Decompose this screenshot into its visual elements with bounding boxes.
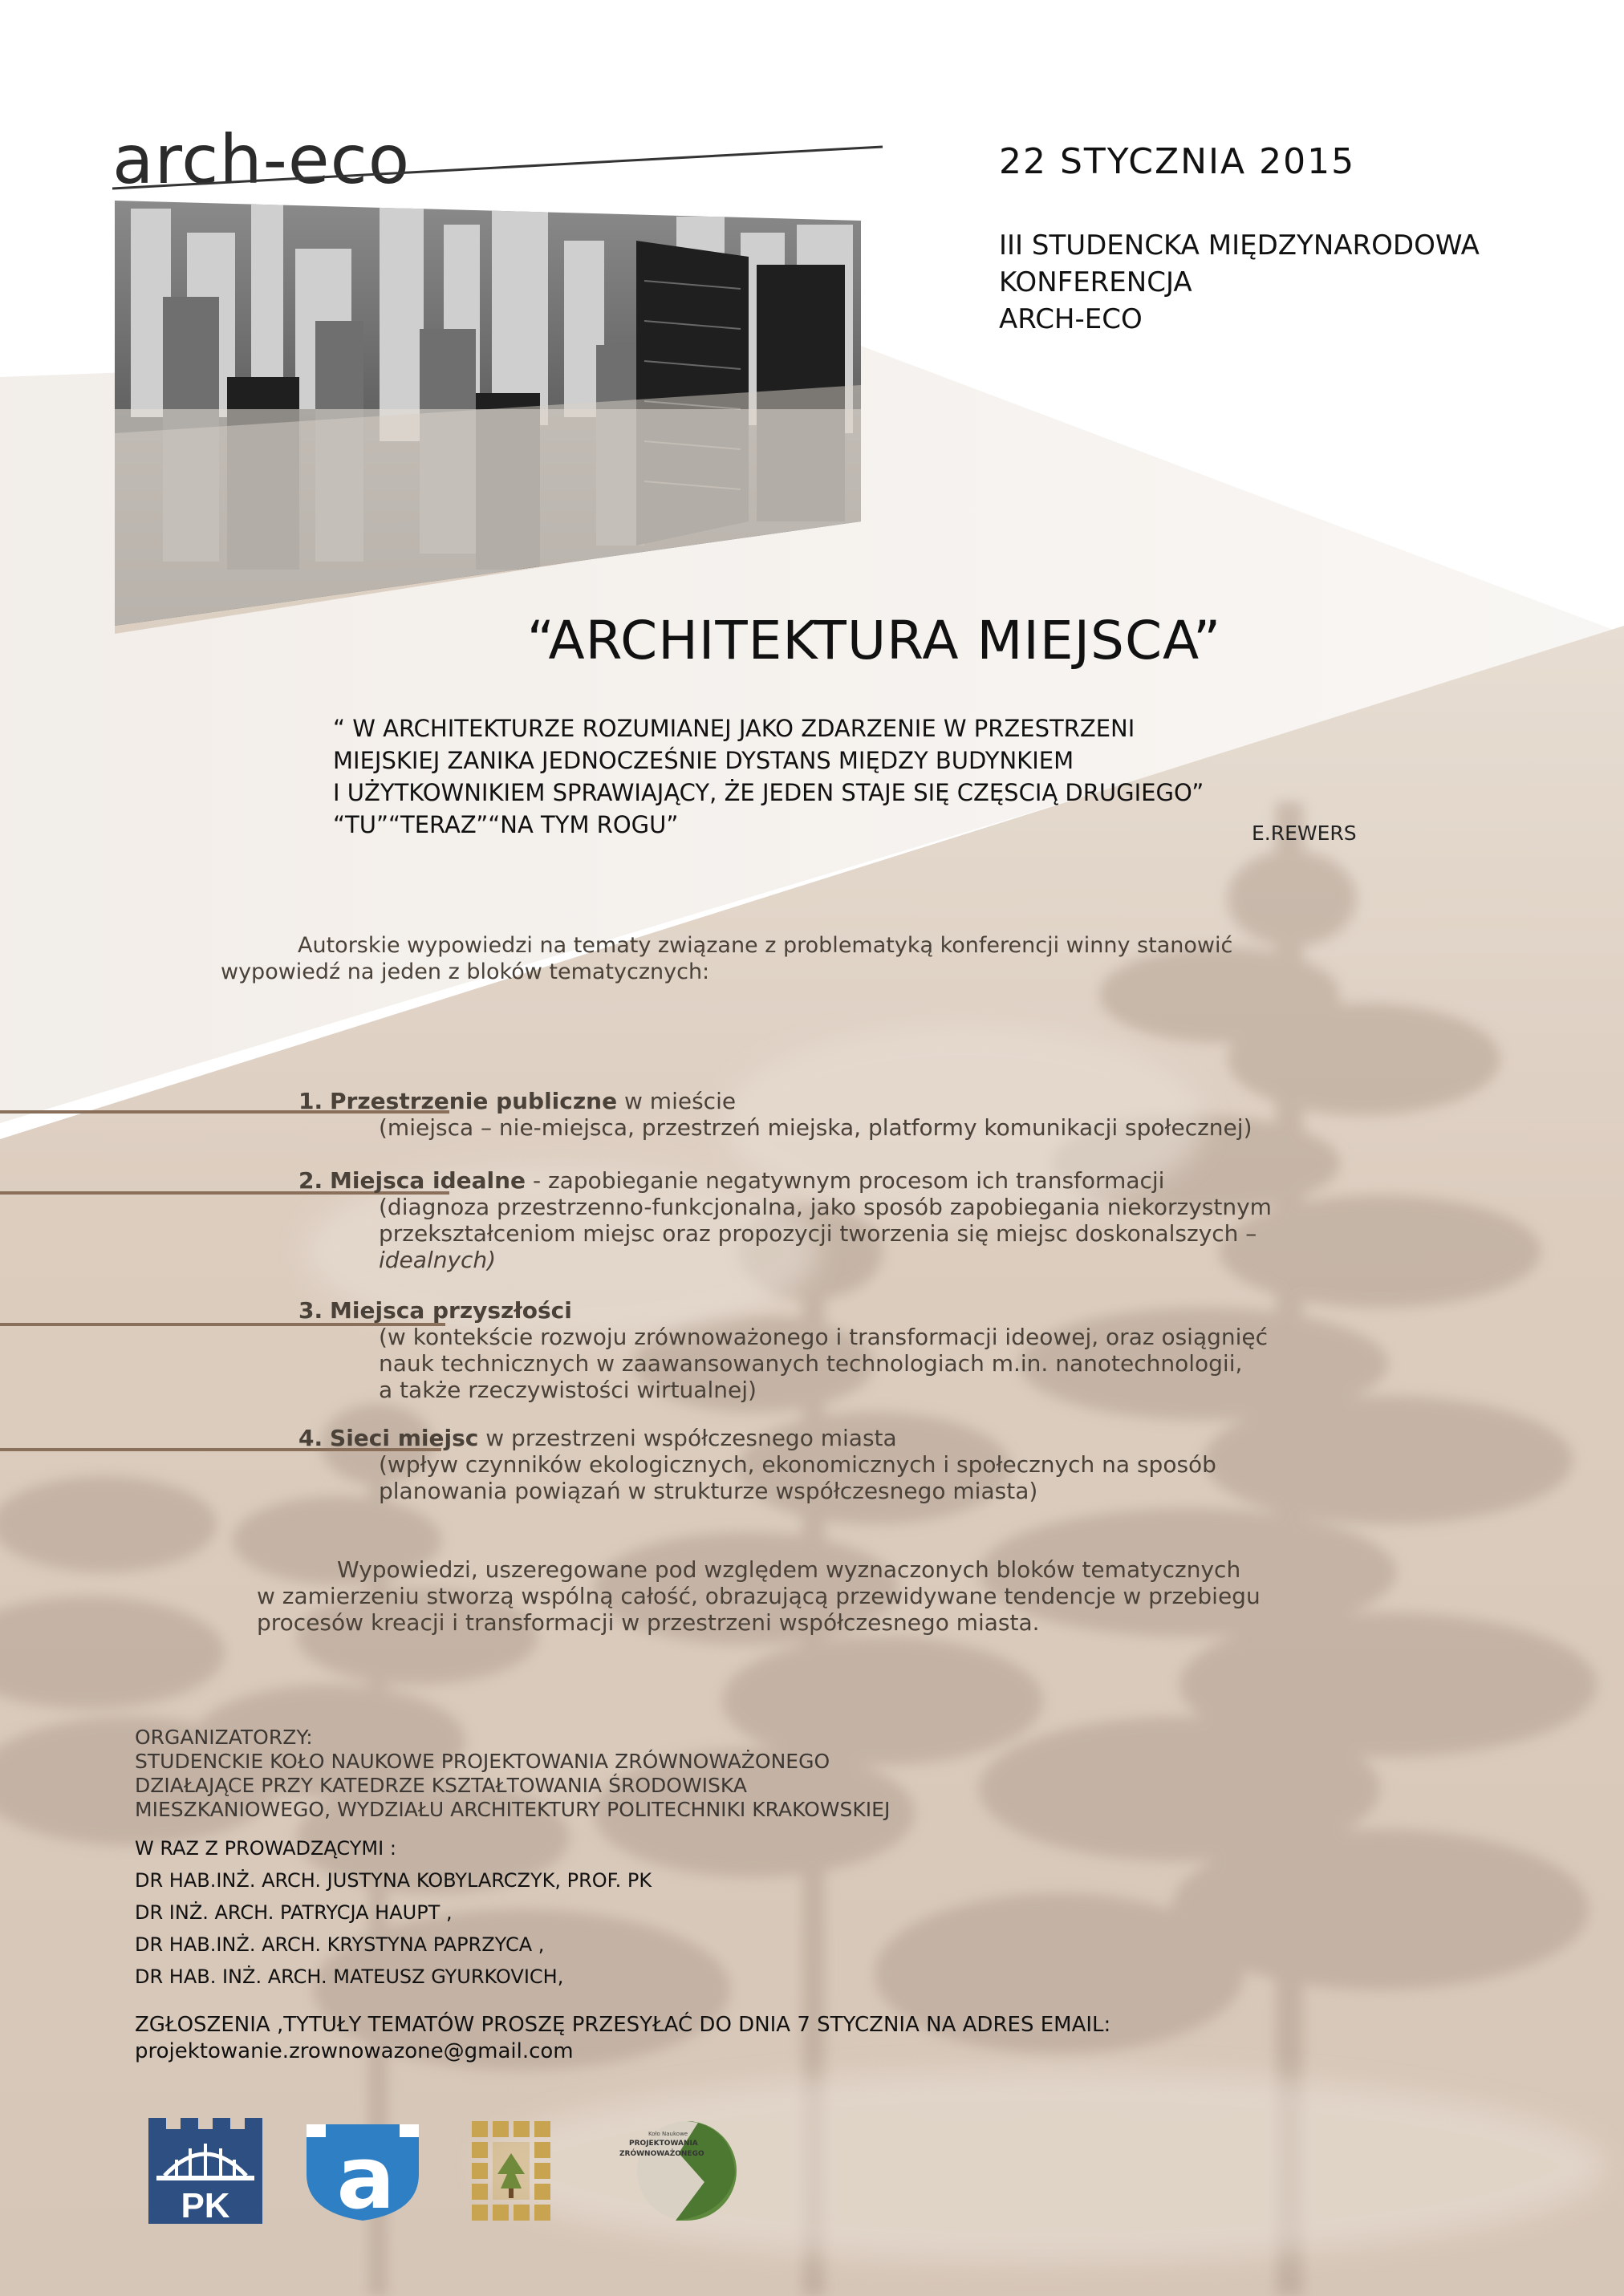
city-skyline-photo [115, 201, 861, 626]
submission-info [135, 2012, 1110, 2065]
wa-logo-text: a [336, 2128, 396, 2222]
quote-line: “TU”“TERAZ”“NA TYM ROGU” [333, 811, 679, 838]
summary-line: Wypowiedzi, uszeregowane pod względem wyznaczonych bloków tematycznych [337, 1556, 1241, 1583]
conference-line: III STUDENCKA MIĘDZYNARODOWA [999, 229, 1480, 262]
quote-line: “ W ARCHITEKTURZE ROZUMIANEJ JAKO ZDARZENIE W PRZESTRZENI [333, 715, 1135, 742]
arch-eco-logo: arch-eco [112, 120, 411, 199]
topic-body [298, 1324, 1354, 1403]
quote-line: MIEJSKIEJ ZANIKA JEDNOCZEŚNIE DYSTANS MIĘDZY BUDYNKIEM [333, 747, 1074, 774]
conference-line: KONFERENCJA [999, 266, 1192, 298]
submission-line: ZGŁOSZENIA ,TYTUŁY TEMATÓW PROSZĘ PRZESYŁAĆ DO DNIA 7 STYCZNIA NA ADRES EMAIL: [135, 2013, 1111, 2037]
topic-body [298, 1451, 1354, 1504]
topic-body-line: planowania powiązań w strukturze współczesnego miasta) [379, 1478, 1038, 1504]
topic-title: Miejsca idealne [330, 1167, 526, 1194]
topic-body-line: przekształceniom miejsc oraz propozycji tworzenia się miejsc doskonalszych – [379, 1220, 1257, 1247]
circle-logo-line1: PROJEKTOWANIA [629, 2140, 698, 2148]
intro-line: Autorskie wypowiedzi na tematy związane z problematyką konferencji winny stanowić [298, 933, 1233, 958]
submission-email[interactable]: projektowanie.zrownowazone@gmail.com [135, 2039, 574, 2063]
topic-1 [298, 1088, 1354, 1141]
topic-body [298, 1194, 1354, 1273]
topic-number: 1. [298, 1088, 323, 1114]
summary-line: procesów kreacji i transformacji w przestrzeni współczesnego miasta. [257, 1609, 1040, 1636]
topic-heading [298, 1425, 1354, 1451]
pk-logo [148, 2118, 262, 2224]
conference-title [999, 227, 1480, 338]
topic-subtitle: - zapobieganie negatywnym procesom ich transformacji [526, 1167, 1165, 1194]
organizers [135, 1726, 890, 1822]
organizer-line: DZIAŁAJĄCE PRZY KATEDRZE KSZTAŁTOWANIA ŚRODOWISKA [135, 1774, 747, 1797]
topic-body-line: a także rzeczywistości wirtualnej) [379, 1377, 757, 1403]
topic-4 [298, 1425, 1354, 1504]
intro-line: wypowiedź na jeden z bloków tematycznych: [221, 959, 710, 984]
quote [333, 712, 1360, 841]
topic-subtitle: w przestrzeni współczesnego miasta [478, 1425, 897, 1451]
intro-text [221, 932, 1360, 985]
circle-logo-small: Koło Naukowe [648, 2131, 688, 2137]
leaders-heading: W RAZ Z PROWADZĄCYMI : [135, 1837, 396, 1860]
leader-name: DR INŻ. ARCH. PATRYCJA HAUPT , [135, 1901, 453, 1924]
organizer-line: STUDENCKIE KOŁO NAUKOWE PROJEKTOWANIA ZRÓWNOWAŻONEGO [135, 1750, 830, 1773]
topic-subtitle: w mieście [617, 1088, 737, 1114]
quote-line: I UŻYTKOWNIKIEM SPRAWIAJĄCY, ŻE JEDEN STAJE SIĘ CZĘSCIĄ DRUGIEGO” [333, 779, 1204, 806]
organizers-heading: ORGANIZATORZY: [135, 1726, 313, 1749]
topic-title: Przestrzenie publiczne [330, 1088, 618, 1114]
topic-number: 4. [298, 1425, 323, 1451]
topic-heading [298, 1297, 1354, 1324]
topic-body-line: (miejsca – nie-miejsca, przestrzeń miejska, platformy komunikacji społecznej) [379, 1114, 1253, 1141]
topic-title: Sieci miejsc [330, 1425, 479, 1451]
event-date: 22 STYCZNIA 2015 [999, 141, 1356, 182]
organizer-line: MIESZKANIOWEGO, WYDZIAŁU ARCHITEKTURY POLITECHNIKI KRAKOWSKIEJ [135, 1798, 891, 1821]
topic-body-line: (w kontekście rozwoju zrównoważonego i transformacji ideowej, oraz osiągnięć [379, 1324, 1269, 1350]
main-title-text: “ARCHITEKTURA MIEJSCA” [526, 610, 1222, 671]
leader-name: DR HAB. INŻ. ARCH. MATEUSZ GYURKOVICH, [135, 1965, 564, 1988]
topic-number: 3. [298, 1297, 323, 1324]
topic-number: 2. [298, 1167, 323, 1194]
leader-name: DR HAB.INŻ. ARCH. KRYSTYNA PAPRZYCA , [135, 1933, 545, 1956]
quote-author: E.REWERS [1252, 821, 1357, 845]
topic-body-line: idealnych) [379, 1247, 497, 1273]
main-title [0, 610, 1624, 671]
summary-text [257, 1556, 1353, 1636]
wa-logo [303, 2118, 422, 2222]
topic-body-line: nauk technicznych w zaawansowanych technologiach m.in. nanotechnologii, [379, 1350, 1243, 1377]
summary-line: w zamierzeniu stworzą wspólną całość, obrazującą przewidywane tendencje w przebiegu [257, 1583, 1261, 1609]
topic-2 [298, 1167, 1354, 1273]
topic-heading [298, 1167, 1354, 1194]
leaders [135, 1836, 652, 1993]
topic-heading [298, 1088, 1354, 1114]
ksm-logo [472, 2121, 560, 2225]
kolo-naukowe-logo [599, 2118, 751, 2222]
leader-name: DR HAB.INŻ. ARCH. JUSTYNA KOBYLARCZYK, PROF. PK [135, 1869, 652, 1892]
topic-body [298, 1114, 1354, 1141]
conference-line: ARCH-ECO [999, 303, 1143, 335]
topic-body-line: (wpływ czynników ekologicznych, ekonomicznych i społecznych na sposób [379, 1451, 1216, 1478]
circle-logo-line2: ZRÓWNOWAŻONEGO [619, 2150, 704, 2158]
topic-body-line: (diagnoza przestrzenno-funkcjonalna, jako sposób zapobiegania niekorzystnym [379, 1194, 1272, 1220]
topic-title: Miejsca przyszłości [330, 1297, 572, 1324]
pk-logo-text: PK [181, 2186, 230, 2224]
logo-underline [112, 144, 891, 193]
topic-3 [298, 1297, 1354, 1403]
